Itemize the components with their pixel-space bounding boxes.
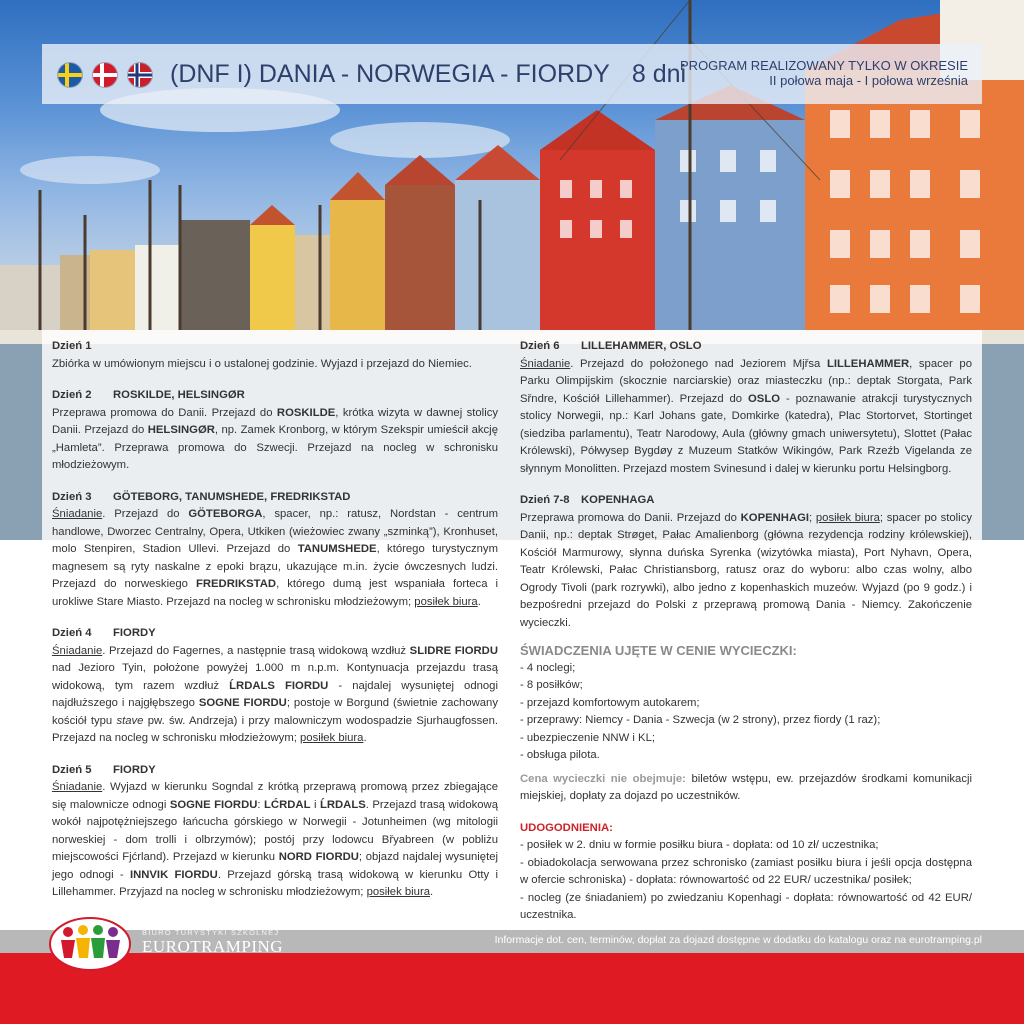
included-services-heading: ŚWIADCZENIA UJĘTE W CENIE WYCIECZKI:: [520, 643, 797, 658]
included-services-list: [520, 660, 972, 765]
day-6-heading: Dzień 6 LILLEHAMMER, OSLO: [520, 340, 702, 352]
list-item: - przeprawy: Niemcy - Dania - Szwecja (w 2 strony), przez fiordy (1 raz);: [520, 714, 881, 726]
denmark-flag-icon: [93, 63, 117, 87]
list-item: - ubezpieczenie NNW i KL;: [520, 731, 655, 744]
extras-heading: UDOGODNIENIA:: [520, 821, 613, 834]
list-item: - nocleg (ze śniadaniem) po zwiedzaniu Kopenhagi - dopłata: równowartość od 42 EUR/ uczestnika.: [520, 891, 972, 921]
left-column: [52, 338, 498, 902]
day-7-8-heading: Dzień 7-8 KOPENHAGA: [520, 494, 655, 506]
footer-red-bar: [0, 953, 1024, 1024]
page-title: (DNF I) DANIA - NORWEGIA - FIORDY 8 dni: [170, 60, 687, 88]
list-item: - posiłek w 2. dniu w formie posiłku biura - dopłata: od 10 zł/ uczestnika;: [520, 839, 879, 851]
day-1-text: Zbiórka w umówionym miejscu i o ustalonej godzinie. Wyjazd i przejazd do Niemiec.: [52, 357, 472, 370]
day-2-heading: Dzień 2 ROSKILDE, HELSINGØR: [52, 389, 245, 401]
day-5-text: Śniadanie. Wyjazd w kierunku Sogndal z krótką przeprawą promową przez zbiegające się malownicze odnogi SOGNE FIORDU: LĆRDAL i ĹRDALS. Przejazd trasą widokową wokół najpotężniejszego łańcucha górskiego w Norwegii - Jotunheimen (wg mitologii norweskiej - dom trolli i olbrzymów); postój przy lodowcu Břyabreen (w pobliżu miejscowości Fjćrland). Przejazd w kierunku NORD FIORDU; objazd najdalej wysuniętej jego odnogi - INNVIK FIORDU. Przejazd górską trasą widokową w kierunku Otty i Lillehammer. Przyjazd na nocleg w schronisku młodzieżowym; posiłek biura.: [52, 781, 498, 898]
price-excludes: Cena wycieczki nie obejmuje: biletów wstępu, ew. przejazdów środkami komunikacji miejskiej, dopłaty za dojazd po uczestników.: [520, 772, 972, 802]
list-item: - 8 posiłków;: [520, 679, 583, 691]
list-item: - obsługa pilota.: [520, 749, 600, 761]
day-3-text: Śniadanie. Przejazd do GÖTEBORGA, spacer, np.: ratusz, Nordstan - centrum handlowe, Dworzec Centralny, Opera, Utkiken (wieżowiec zwany „szminką”), Kronhuset, molo Stenpiren, Stadion Ullevi. Przejazd do TANUMSHEDE, którego turystycznym magnesem są ryty naskalne z epoki brązu, ukazujące m.in. życie ówczesnych ludzi. Przejazd do norweskiego FREDRIKSTAD, którego dumą jest wspaniała forteca i urokliwe Stare Miasto. Przejazd na nocleg w schronisku młodzieżowym; posiłek biura.: [52, 508, 498, 608]
norway-flag-icon: [128, 63, 152, 87]
day-7-8-text: Przeprawa promowa do Danii. Przejazd do KOPENHAGI; posiłek biura; spacer po stolicy Danii, np.: deptak Strøget, Pałac Amalienborg (główna rezydencja rodziny królewskiej), Kościół Marmurowy, słynna duńska Syrenka (wizytówka miasta), Port Nyhavn, Opera, Teatr Królewski, Pałac Christiansborg, ratusz oraz do wyboru: albo czas wolny, albo Ogrody Tivoli (park rozrywki), albo jedno z kopenhaskich muzeów. Wyjazd (po 9 godz.) i bezpośredni przejazd do Polski z przeprawą promową Dania - Niemcy. Zakończenie wycieczki.: [520, 511, 972, 629]
sweden-flag-icon: [58, 63, 82, 87]
list-item: - przejazd komfortowym autokarem;: [520, 696, 700, 709]
trip-duration: 8 dni: [631, 60, 687, 88]
day-4-text: Śniadanie. Przejazd do Fagernes, a następnie trasą widokową wzdłuż SLIDRE FIORDU nad Jezioro Tyin, położone powyżej 1.000 m n.p.m. Kontynuacja przejazdu trasą widokową, tym razem wzdłuż ĹRDALS FIORDU - najdalej wysuniętej odnogi najdłuższego i najgłębszego SOGNE FIORDU; postoje w Borgund (świetnie zachowany kościół typu stave pw. św. Andrzeja) i przy malowniczym wodospadzie Sjurhaugfossen. Przejazd na nocleg w schronisku młodzieżowym; posiłek biura.: [52, 644, 499, 744]
day-6-text: Śniadanie. Przejazd do położonego nad Jeziorem Mjřsa LILLEHAMMER, spacer po Parku Olimpijskim (skocznie narciarskie) oraz miasteczku (np.: deptak Storgata, Park Sřndre, Kościół Lillehammer). Przejazd do OSLO - poznawanie atrakcji turystycznych stolicy Norwegii, np.: Karl Johans gate, Domkirke (katedra), Plac Stortorvet, Stortinget (siedziba parlamentu), Teatr Narodowy, Aula (główny gmach uniwersytetu), Slottet (Pałac Królewski), Półwysep Bygdøy z Muzeum Statków Wikingów, Park Rzeźb Vigelanda ze słynnym Monolitten. Przejazd mostem Svinesund i dalej w kierunku portu Helsingborg.: [520, 357, 972, 475]
brand-name: EUROTRAMPING: [142, 937, 284, 956]
day-2-text: Przeprawa promowa do Danii. Przejazd do ROSKILDE, krótka wizyta w dawnej stolicy Danii. Przejazd do HELSINGØR, np. Zamek Kronborg, w którym Szekspir umieścił akcję „Hamleta”. Przeprawa promowa do Szwecji. Przejazd na nocleg w schronisku młodzieżowym.: [52, 406, 498, 471]
right-column: [520, 338, 972, 925]
day-1-heading: Dzień 1: [52, 340, 92, 352]
footer-info: Informacje dot. cen, terminów, dopłat za dojazd dostępne w dodatku do katalogu oraz na eurotramping.pl: [494, 934, 982, 946]
list-item: - obiadokolacja serwowana przez schronisko (zamiast posiłku biura i jeśli opcja dostępna w ofercie schroniska) - dopłata: równowartość od 22 EUR/ uczestnika/ posiłek;: [520, 856, 972, 886]
day-3-heading: Dzień 3 GÖTEBORG, TANUMSHEDE, FREDRIKSTAD: [52, 490, 351, 503]
extras-list: [520, 837, 972, 925]
title-banner: [42, 44, 982, 104]
day-4-heading: Dzień 4 FIORDY: [52, 627, 156, 639]
season-info: PROGRAM REALIZOWANY TYLKO W OKRESIE II połowa maja - I połowa września: [680, 58, 968, 88]
itinerary-panel: [42, 330, 982, 930]
brand-subtitle: BIURO TURYSTYKI SZKOLNEJ: [142, 928, 280, 937]
day-5-heading: Dzień 5 FIORDY: [52, 763, 156, 776]
eurotramping-logo: [48, 916, 132, 972]
list-item: - 4 noclegi;: [520, 661, 576, 674]
